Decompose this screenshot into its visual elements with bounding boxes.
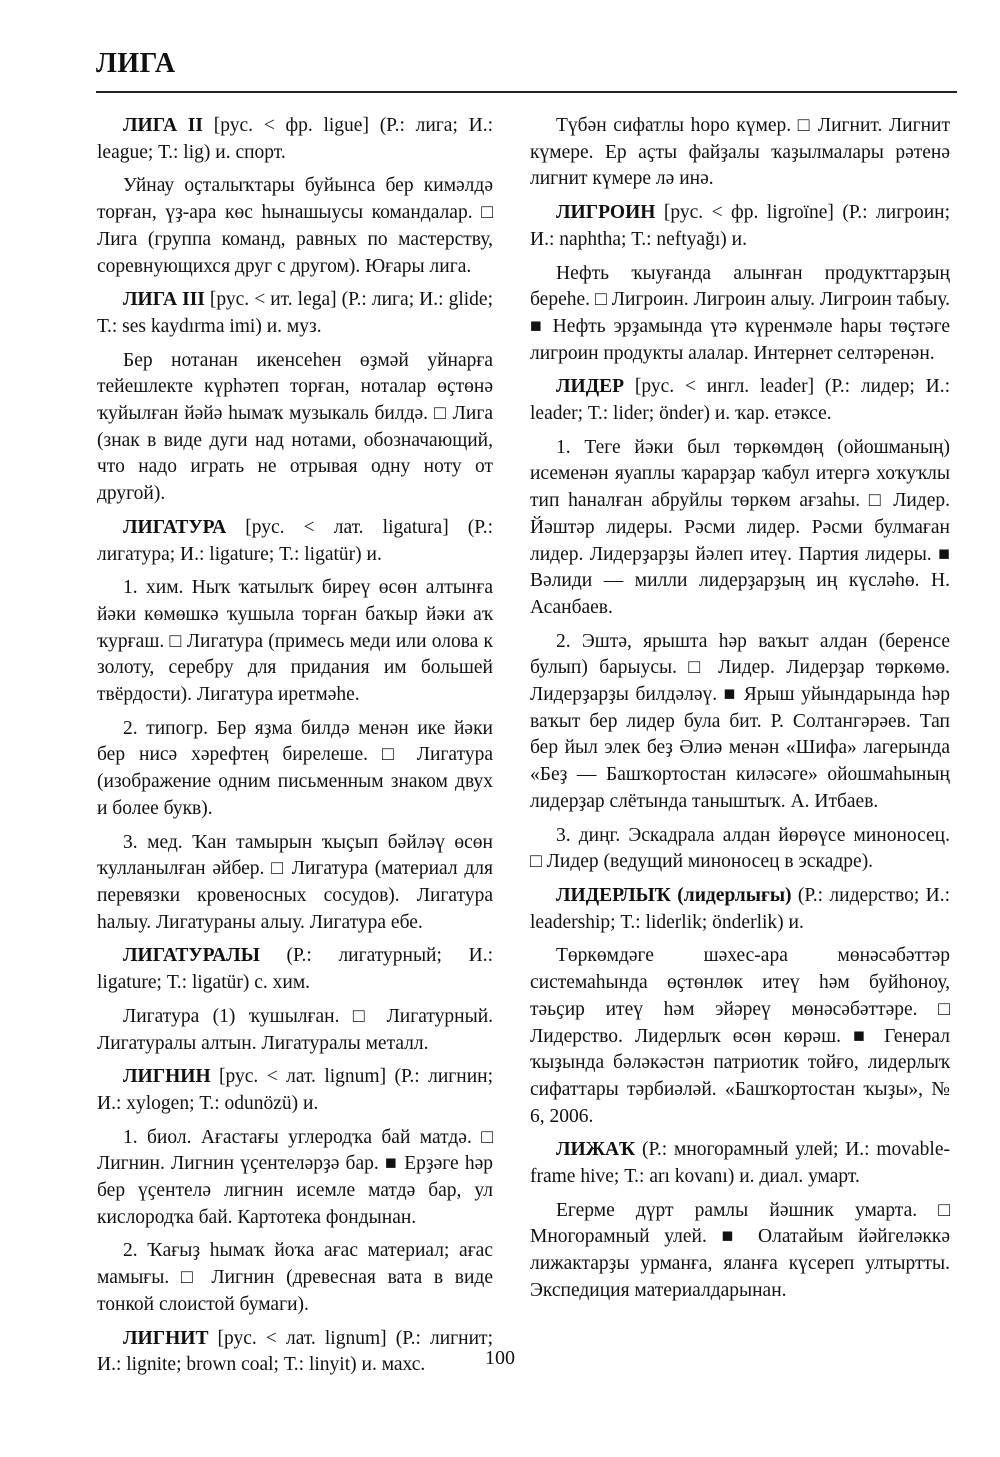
page-header-title: ЛИГА (96, 48, 176, 79)
entry-lizhak (530, 1137, 950, 1190)
entry-paragraph: Лигатура (1) ҡушылған. □ Лигатурный. Лигатуралы алтын. Лигатуралы металл. (97, 1005, 493, 1054)
entry-paragraph: Егерме дүрт рамлы йәшник умарта. □ Многорамный улей. ■ Олатайым йәйгеләккә лижактарҙы урманға, яланға күсереп ултыртты. Экспедиция материалдарынан. (530, 1199, 950, 1301)
entry-lignin (97, 1064, 493, 1117)
entry-paragraph: Төркөмдәге шәхес-ара мөнәсәбәттәр системаһында өҫтөнлөк итеү һәм буйһоноу, тәьҫир итеү һәм эйәреү мөнәсәбәттәре. □ Лидерство. Лидерлыҡ өсөн көрәш. ■ Генерал ҡыҙында бәләкәстән патриотик тойғо, лидерлыҡ сифаттары тәрбиәләй. «Башҡортостан ҡыҙы», № 6, 2006. (530, 945, 950, 1127)
entry-text: (Р.: лигатурный; И.: ligature; Т.: ligatür) с. хим. (97, 945, 493, 994)
entry-ligaturaly (97, 943, 493, 996)
entry-paragraph: Уйнау оҫталыҡтары буйынса бер кимәлдә торған, үҙ-ара көс һынашыусы командалар. □ Лига (группа команд, равных по мастерству, соревнующихся друг с другом). Юғары лига. (97, 175, 493, 277)
headword: ЛИГАТУРАЛЫ (123, 945, 260, 967)
headword: ЛИГАТУРА (123, 516, 227, 538)
page-number: 100 (485, 1347, 515, 1369)
entry-text: [рус. < фр. ligue] (Р.: лига; И.: league; Т.: lig) и. спорт. (97, 115, 493, 163)
left-column (97, 113, 493, 1386)
entry-liga-2 (97, 113, 493, 166)
entry-text: (Р.: многорамный улей; И.: movable-frame hive; Т.: arı kovanı) и. диал. умарт. (530, 1139, 950, 1188)
entry-ligroin (530, 200, 950, 253)
entry-paragraph: 2. типогр. Бер яҙма билдә менән ике йәки бер нисә хәрефтең бирелеше. □ Лигатура (изображение одним письменным знаком двух и более букв). (97, 717, 493, 819)
headword: ЛИГНИТ (123, 1327, 209, 1349)
entry-lider (530, 374, 950, 427)
entry-paragraph: Бер нотанан икенсеһен өҙмәй уйнарға тейешлекте күрһәтеп торған, ноталар өҫтөнә ҡуйылған йәйә һымаҡ музыкаль билдә. □ Лига (знак в виде дуги над нотами, обозначающий, что надо играть не отрывая одну ноту от другой). (97, 349, 493, 505)
entry-paragraph: 2. Эштә, ярышта һәр ваҡыт алдан (беренсе булып) барыусы. □ Лидер. Лидерҙар төркөмө. Лидерҙарҙы билдәләү. ■ Ярыш уйындарында һәр ваҡыт бер лидер була бит. Р. Солтангәрәев. Тап бер йыл элек беҙ Әлиә менән «Шифа» лагерында «Беҙ — Башҡортостан киләсәге» ойошмаһының лидерҙар слётында таныштыҡ. А. Итбаев. (530, 630, 950, 812)
entry-paragraph: Түбән сифатлы һоро күмер. □ Лигнит. Лигнит күмере. Ер аҫты файҙалы ҡаҙылмалары рәтенә лигнит күмере лә инә. (530, 115, 950, 190)
headword: ЛИГА III (123, 289, 205, 311)
header-rule (96, 91, 957, 93)
entry-text: [рус. < лат. lignum] (Р.: лигнит; И.: lignite; brown coal; Т.: linyit) и. махс. (97, 1327, 493, 1376)
entry-paragraph: Нефть ҡыуғанда алынған продукттарҙың береһе. □ Лигроин. Лигроин алыу. Лигроин табыу. ■ Нефть эрҙамында үтә күренмәле һары төҫтәге лигроин продукты алалар. Интернет селтәренән. (530, 262, 950, 364)
entry-text: [рус. < лат. ligatura] (Р.: лигатура; И.: ligature; Т.: ligatür) и. (97, 516, 493, 565)
entry-text: [рус. < фр. ligroïne] (Р.: лигроин; И.: naphtha; Т.: neftyağı) и. (530, 202, 950, 250)
entry-text: [рус. < ит. lega] (Р.: лига; И.: glide; Т.: ses kaydırma imi) и. муз. (97, 289, 493, 337)
entry-paragraph: 1. биол. Ағастағы углеродҡа бай матдә. □ Лигнин. Лигнин үҫентеләрҙә бар. ■ Ерҙәге һәр бер үҫентелә лигнин исемле матдә бар, ул кислородҡа бай. Картотека фондынан. (97, 1126, 493, 1228)
entry-paragraph: 2. Ҡағыҙ һымаҡ йоҡа ағас материал; ағас мамығы. □ Лигнин (древесная вата в виде тонкой слоистой бумаги). (97, 1240, 493, 1315)
entry-paragraph: 1. Теге йәки был төркөмдөң (ойошманың) исеменән яуаплы ҡарарҙар ҡабул итергә хоҡуҡлы тип һаналған абруйлы төркөм ағзаһы. □ Лидер. Йәштәр лидеры. Рәсми лидер. Рәсми булмаған лидер. Лидерҙарҙы йәлеп итеү. Партия лидеры. ■ Вәлиди — милли лидерҙарҙың иң күсләһө. Н. Асанбаев. (530, 436, 950, 618)
entry-text: (Р.: лидерство; И.: leadership; Т.: liderlik; önderlik) и. (530, 884, 951, 933)
headword: ЛИГРОИН (556, 202, 656, 224)
entry-ligatura (97, 515, 493, 568)
entry-paragraph: 3. диңг. Эскадрала алдан йөрөүсе миноносец. □ Лидер (ведущий миноносец в эскадре). (530, 824, 950, 873)
entry-paragraph: 1. хим. Ныҡ ҡатылыҡ биреү өсөн алтынға йәки көмөшкә ҡушыла торған баҡыр йәки аҡ ҡурғаш. □ Лигатура (примесь меди или олова к золоту, серебру для придания им большей твёрдости). Лигатура иретмәһе. (97, 577, 493, 706)
entry-text: [рус. < лат. lignum] (Р.: лигнин; И.: xylogen; Т.: odunözü) и. (97, 1066, 493, 1114)
entry-liga-3 (97, 287, 493, 340)
headword: ЛИДЕР (556, 376, 625, 398)
entry-paragraph: 3. мед. Ҡан тамырын ҡыҫып бәйләү өсөн ҡулланылған әйбер. □ Лигатура (материал для перевязки кровеносных сосудов). Лигатура һалыу. Лигатураны алыу. Лигатура ебе. (97, 831, 493, 933)
headword: ЛИГА II (123, 115, 203, 136)
headword: ЛИДЕРЛЫҠ (лидерлығы) (556, 884, 792, 906)
headword: ЛИЖАҠ (556, 1139, 636, 1161)
entry-text: [рус. < ингл. leader] (Р.: лидер; И.: leader; Т.: lider; önder) и. ҡар. етәксе. (530, 376, 950, 425)
headword: ЛИГНИН (123, 1066, 211, 1088)
entry-liderlyk (530, 883, 950, 936)
right-column (530, 113, 950, 1312)
